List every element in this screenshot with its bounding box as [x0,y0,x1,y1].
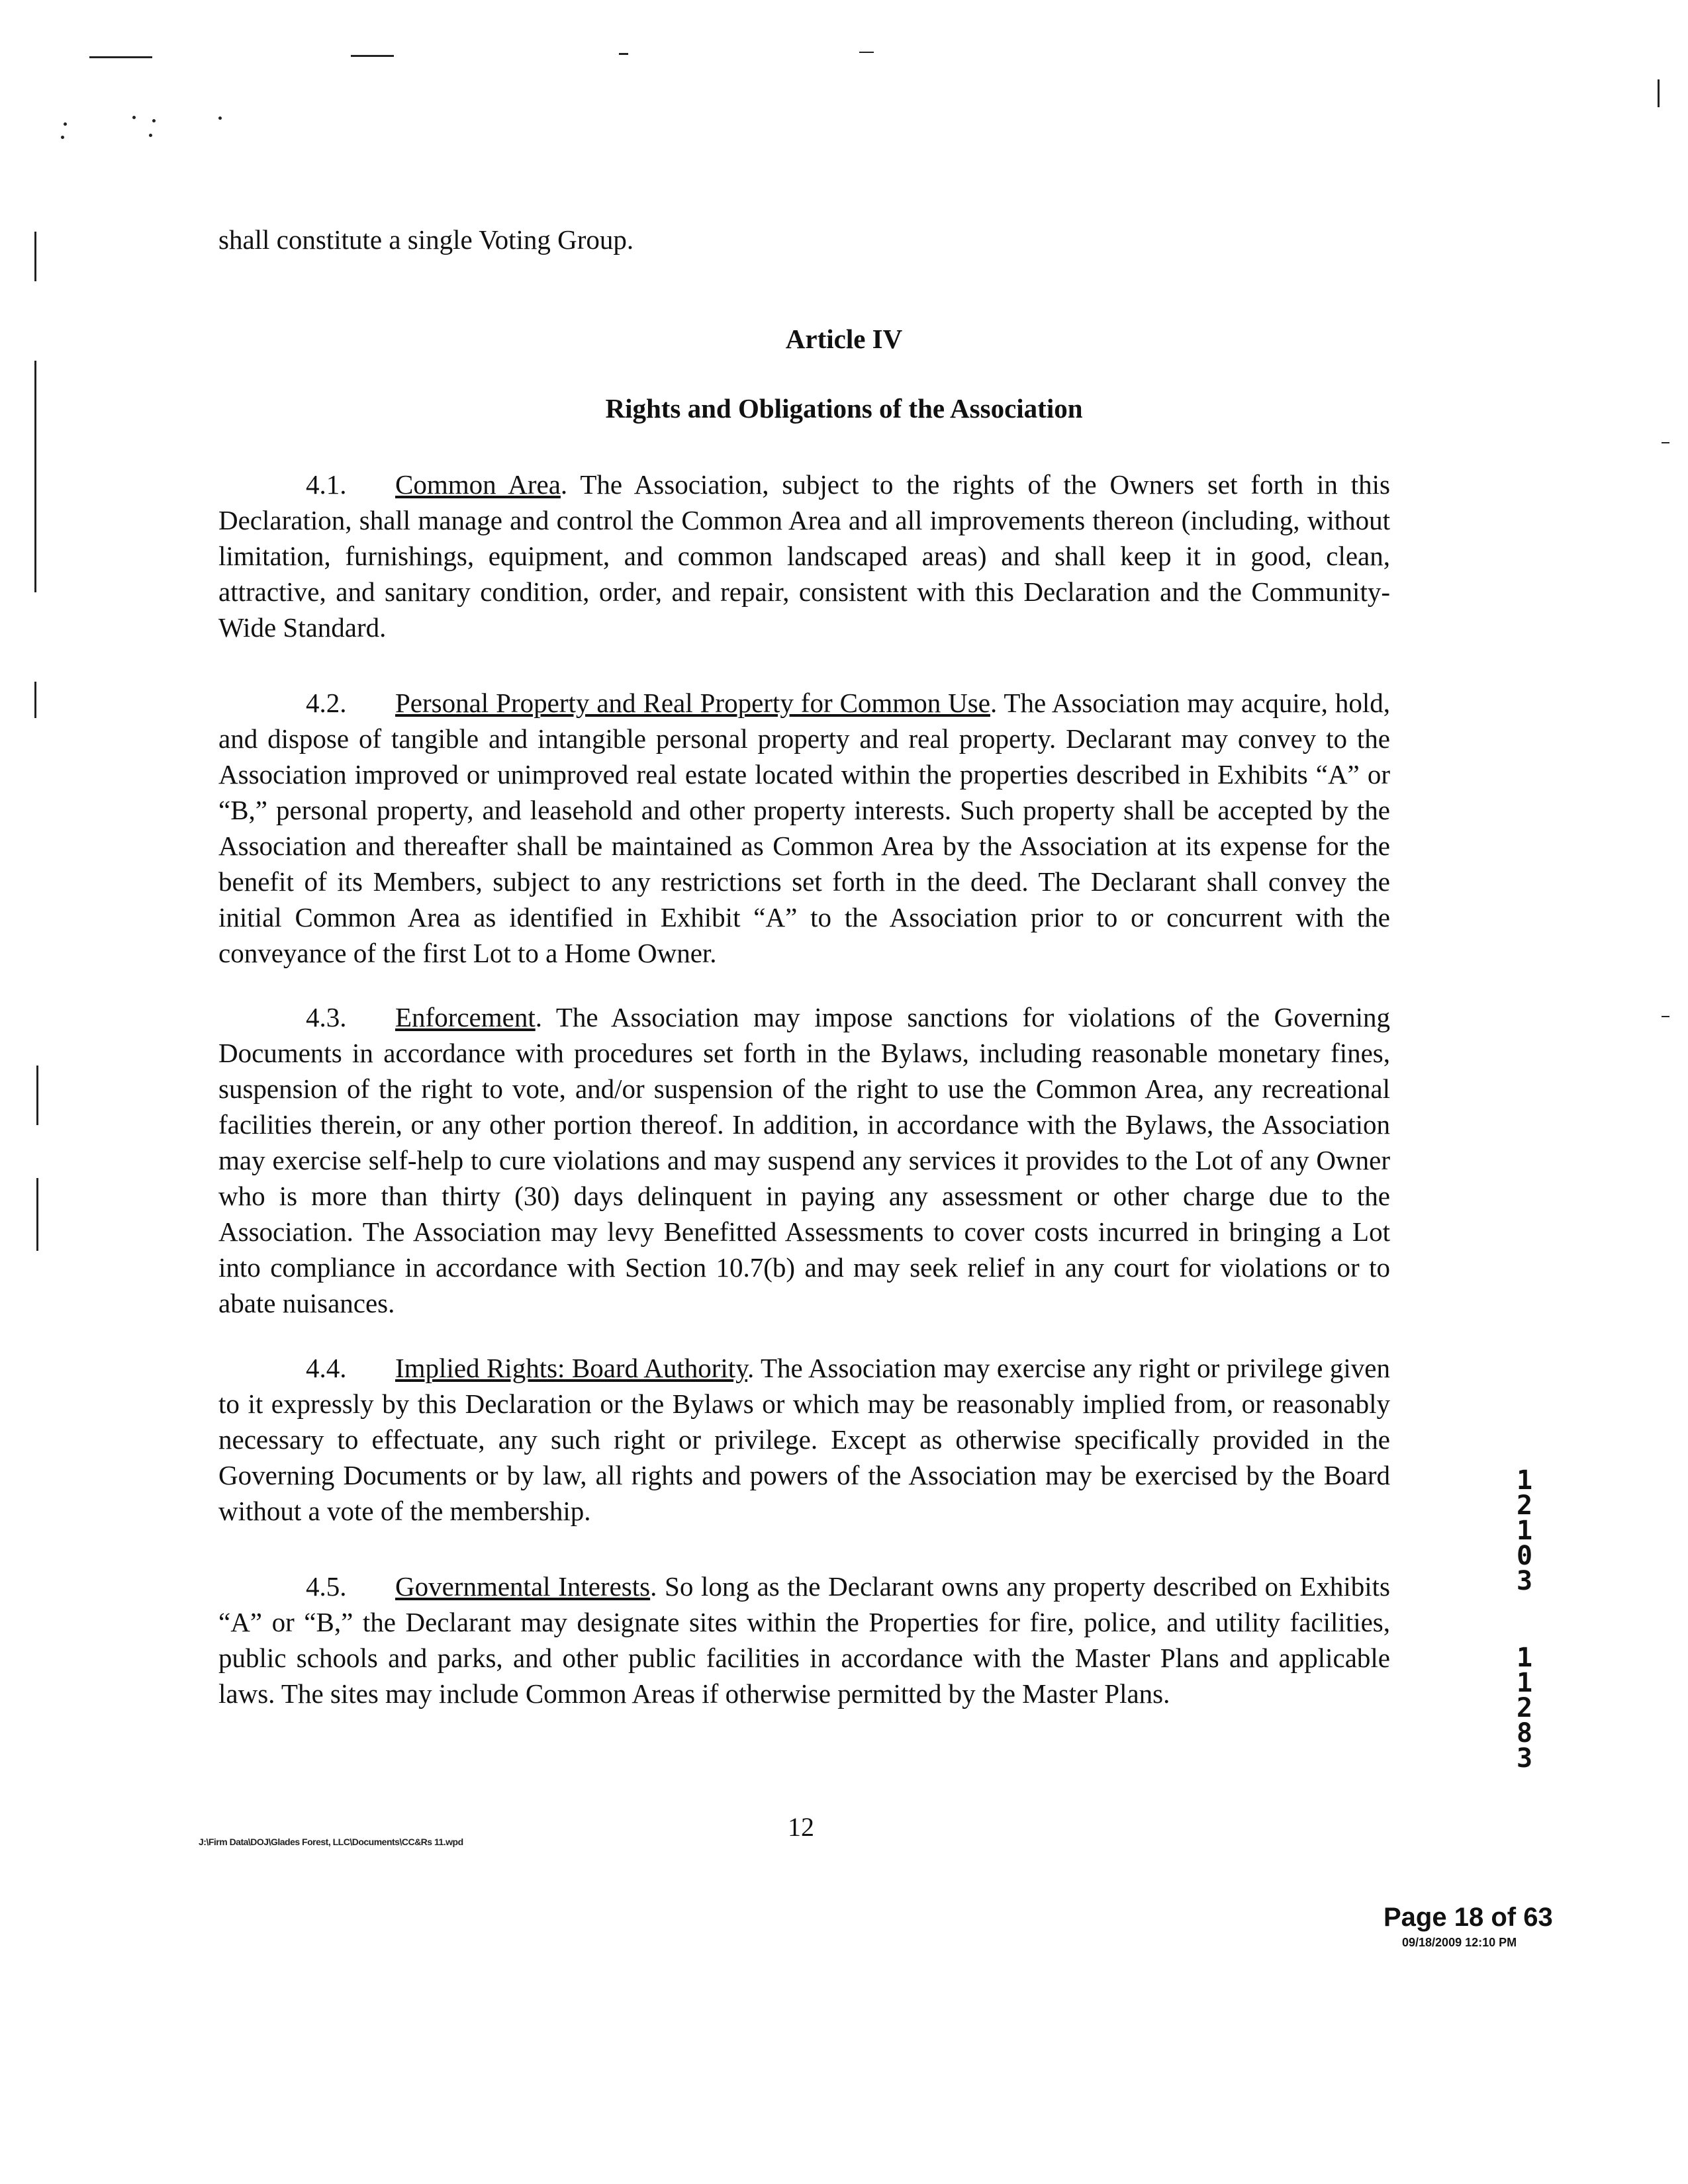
timestamp: 09/18/2009 12:10 PM [1402,1936,1517,1949]
section-text: . So long as the Declarant owns any property described on Exhibits “A” or “B,” the Declarant may designate sites within the Properties for fire, police, and utility facilities, public schools and parks, and other public facilities in accordance with the Master Plans and applicable laws. The sites may include Common Areas if otherwise permitted by the Master Plans. [218,1571,1390,1709]
page-of-label: Page 18 of 63 [1383,1903,1553,1932]
section-text: . The Association may exercise any right or privilege given to it expressly by this Declaration or the Bylaws or which may be reasonably implied from, or reasonably necessary to effectuate, any such right or privilege. Except as otherwise specifically provided in the Governing Documents or by law, all rights and powers of the Association may be exercised by the Board without a vote of the membership. [218,1353,1390,1526]
section-number: 4.5. [306,1571,347,1602]
section-text: . The Association, subject to the rights of the Owners set forth in this Declaration, shall manage and control the Common Area and all improvements thereon (including, without limitation, furnishings, equipment, and common landscaped areas) and shall keep it in good, clean, attractive, and sanitary condition, order, and repair, consistent with this Declaration and the Community-Wide Standard. [218,469,1390,643]
scan-margin-line [34,232,36,281]
scan-mark [1662,1016,1669,1017]
section-heading: Common Area [395,469,561,500]
scan-mark [351,55,394,57]
section-4-3 [218,999,1390,1321]
scan-dot [149,134,152,137]
scan-dot [218,116,222,120]
scan-dot [152,119,156,122]
file-path: J:\Firm Data\DOJ\Glades Forest, LLC\Documents\CC&Rs 11.wpd [199,1837,463,1847]
section-text: . The Association may impose sanctions for violations of the Governing Documents in accordance with procedures set forth in the Bylaws, including reasonable monetary fines, suspension of the right to vote, and/or suspension of the right to use the Common Area, any recreational facilities therein, or any other portion thereof. In addition, in accordance with the Bylaws, the Association may exercise self-help to cure violations and may suspend any services it provides to the Lot of any Owner who is more than thirty (30) days delinquent in paying any assessment or other charge due to the Association. The Association may levy Benefitted Assessments to cover costs incurred in bringing a Lot into compliance in accordance with Section 10.7(b) and may seek relief in any court for violations or to abate nuisances. [218,1002,1390,1318]
section-heading: Implied Rights: Board Authority [395,1353,748,1383]
section-number: 4.4. [306,1353,347,1383]
scan-mark [1662,442,1669,443]
carryover-text: shall constitute a single Voting Group. [218,224,634,255]
section-4-1 [218,467,1390,645]
scan-mark [619,53,628,55]
section-heading: Personal Property and Real Property for Common Use [395,688,990,718]
scan-margin-line [36,1178,38,1251]
article-number: Article IV [785,324,903,354]
scan-mark [89,56,152,58]
scan-mark [859,52,874,53]
scan-dot [61,136,64,139]
scan-dot [132,116,136,119]
section-number: 4.3. [306,1002,347,1032]
scan-margin-line [34,682,36,718]
article-title: Rights and Obligations of the Association [605,393,1083,424]
section-heading: Enforcement [395,1002,536,1032]
section-4-4 [218,1350,1390,1529]
scan-dot [64,122,67,126]
section-text: . The Association may acquire, hold, and dispose of tangible and intangible personal property and real property. Declarant may convey to the Association improved or unimproved real estate located within the properties described in Exhibits “A” or “B,” personal property, and leasehold and other property interests. Such property shall be accepted by the Association and thereafter shall be maintained as Common Area by the Association at its expense for the benefit of its Members, subject to any restrictions set forth in the deed. The Declarant shall convey the initial Common Area as identified in Exhibit “A” to the Association prior to or concurrent with the conveyance of the first Lot to a Home Owner. [218,688,1390,968]
section-4-5 [218,1569,1390,1711]
side-stamp-number: 1 2 1 0 3 1 1 2 8 3 [1516,1465,1533,1774]
section-heading: Governmental Interests [395,1571,651,1602]
section-number: 4.2. [306,688,347,718]
scan-margin-line [36,1066,38,1125]
section-number: 4.1. [306,469,347,500]
section-4-2 [218,685,1390,971]
scan-mark [1658,79,1660,107]
page-number: 12 [788,1812,814,1842]
